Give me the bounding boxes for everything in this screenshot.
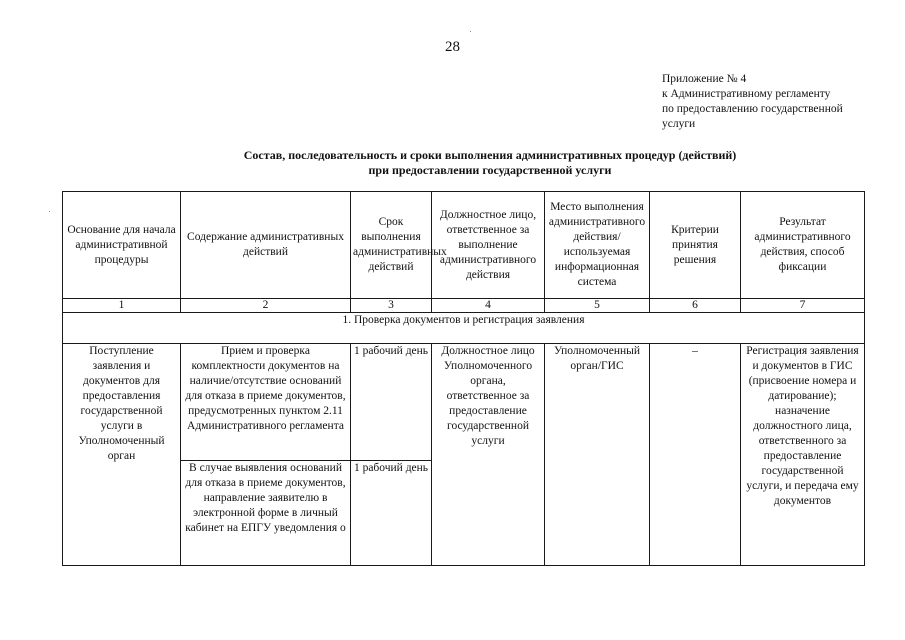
table-row bbox=[63, 344, 865, 461]
header-cell-result: Результат административного действия, способ фиксации bbox=[741, 192, 865, 299]
cell-basis: Поступление заявления и документов для предоставления государственной услуги в Уполномоченный орган bbox=[63, 344, 181, 566]
cell-official: Должностное лицо Уполномоченного органа, ответственное за предоставление государственной услуги bbox=[432, 344, 545, 566]
title-line: Состав, последовательность и сроки выполнения административных процедур (действий) bbox=[243, 148, 737, 162]
procedures-table bbox=[62, 191, 865, 566]
title-line: при предоставлении государственной услуги bbox=[368, 163, 612, 177]
header-cell-place: Место выполнения административного действия/ используемая информационная система bbox=[545, 192, 650, 299]
column-number: 7 bbox=[741, 299, 865, 313]
cell-term: 1 рабочий день bbox=[351, 344, 432, 461]
section-row bbox=[63, 313, 865, 344]
column-number: 2 bbox=[181, 299, 351, 313]
column-number: 4 bbox=[432, 299, 545, 313]
column-number: 1 bbox=[63, 299, 181, 313]
column-number: 6 bbox=[650, 299, 741, 313]
column-number-row bbox=[63, 299, 865, 313]
cell-place: Уполномоченный орган/ГИС bbox=[545, 344, 650, 566]
header-row bbox=[63, 192, 865, 299]
appendix-block bbox=[662, 72, 897, 132]
cell-criteria: – bbox=[650, 344, 741, 566]
cell-action: В случае выявления оснований для отказа в приеме документов, направление заявителю в электронной форме в личный кабинет на ЕПГУ уведомления о bbox=[181, 461, 351, 566]
scan-speck-margin bbox=[49, 211, 50, 212]
page-number: 28 bbox=[445, 39, 460, 55]
header-cell-official: Должностное лицо, ответственное за выполнение административного действия bbox=[432, 192, 545, 299]
section-title: 1. Проверка документов и регистрация заявления bbox=[63, 313, 865, 344]
appendix-line: услуги bbox=[662, 118, 696, 130]
header-cell-action: Содержание административных действий bbox=[181, 192, 351, 299]
header-cell-basis: Основание для начала административной процедуры bbox=[63, 192, 181, 299]
cell-term: 1 рабочий день bbox=[351, 461, 432, 566]
cell-action: Прием и проверка комплектности документов на наличие/отсутствие оснований для отказа в приеме документов, предусмотренных пунктом 2.11 Административного регламента bbox=[181, 344, 351, 461]
column-number: 5 bbox=[545, 299, 650, 313]
document-title bbox=[0, 148, 905, 178]
header-cell-term: Срок выполнения административных действий bbox=[351, 192, 432, 299]
scan-speck bbox=[470, 31, 471, 32]
appendix-line: к Административному регламенту bbox=[662, 88, 831, 100]
appendix-line: Приложение № 4 bbox=[662, 73, 747, 85]
column-number: 3 bbox=[351, 299, 432, 313]
header-cell-criteria: Критерии принятия решения bbox=[650, 192, 741, 299]
cell-result: Регистрация заявления и документов в ГИС (присвоение номера и датирование); назначение должностного лица, ответственного за предоставление государственной услуги, и передача ему документов bbox=[741, 344, 865, 566]
appendix-line: по предоставлению государственной bbox=[662, 103, 843, 115]
